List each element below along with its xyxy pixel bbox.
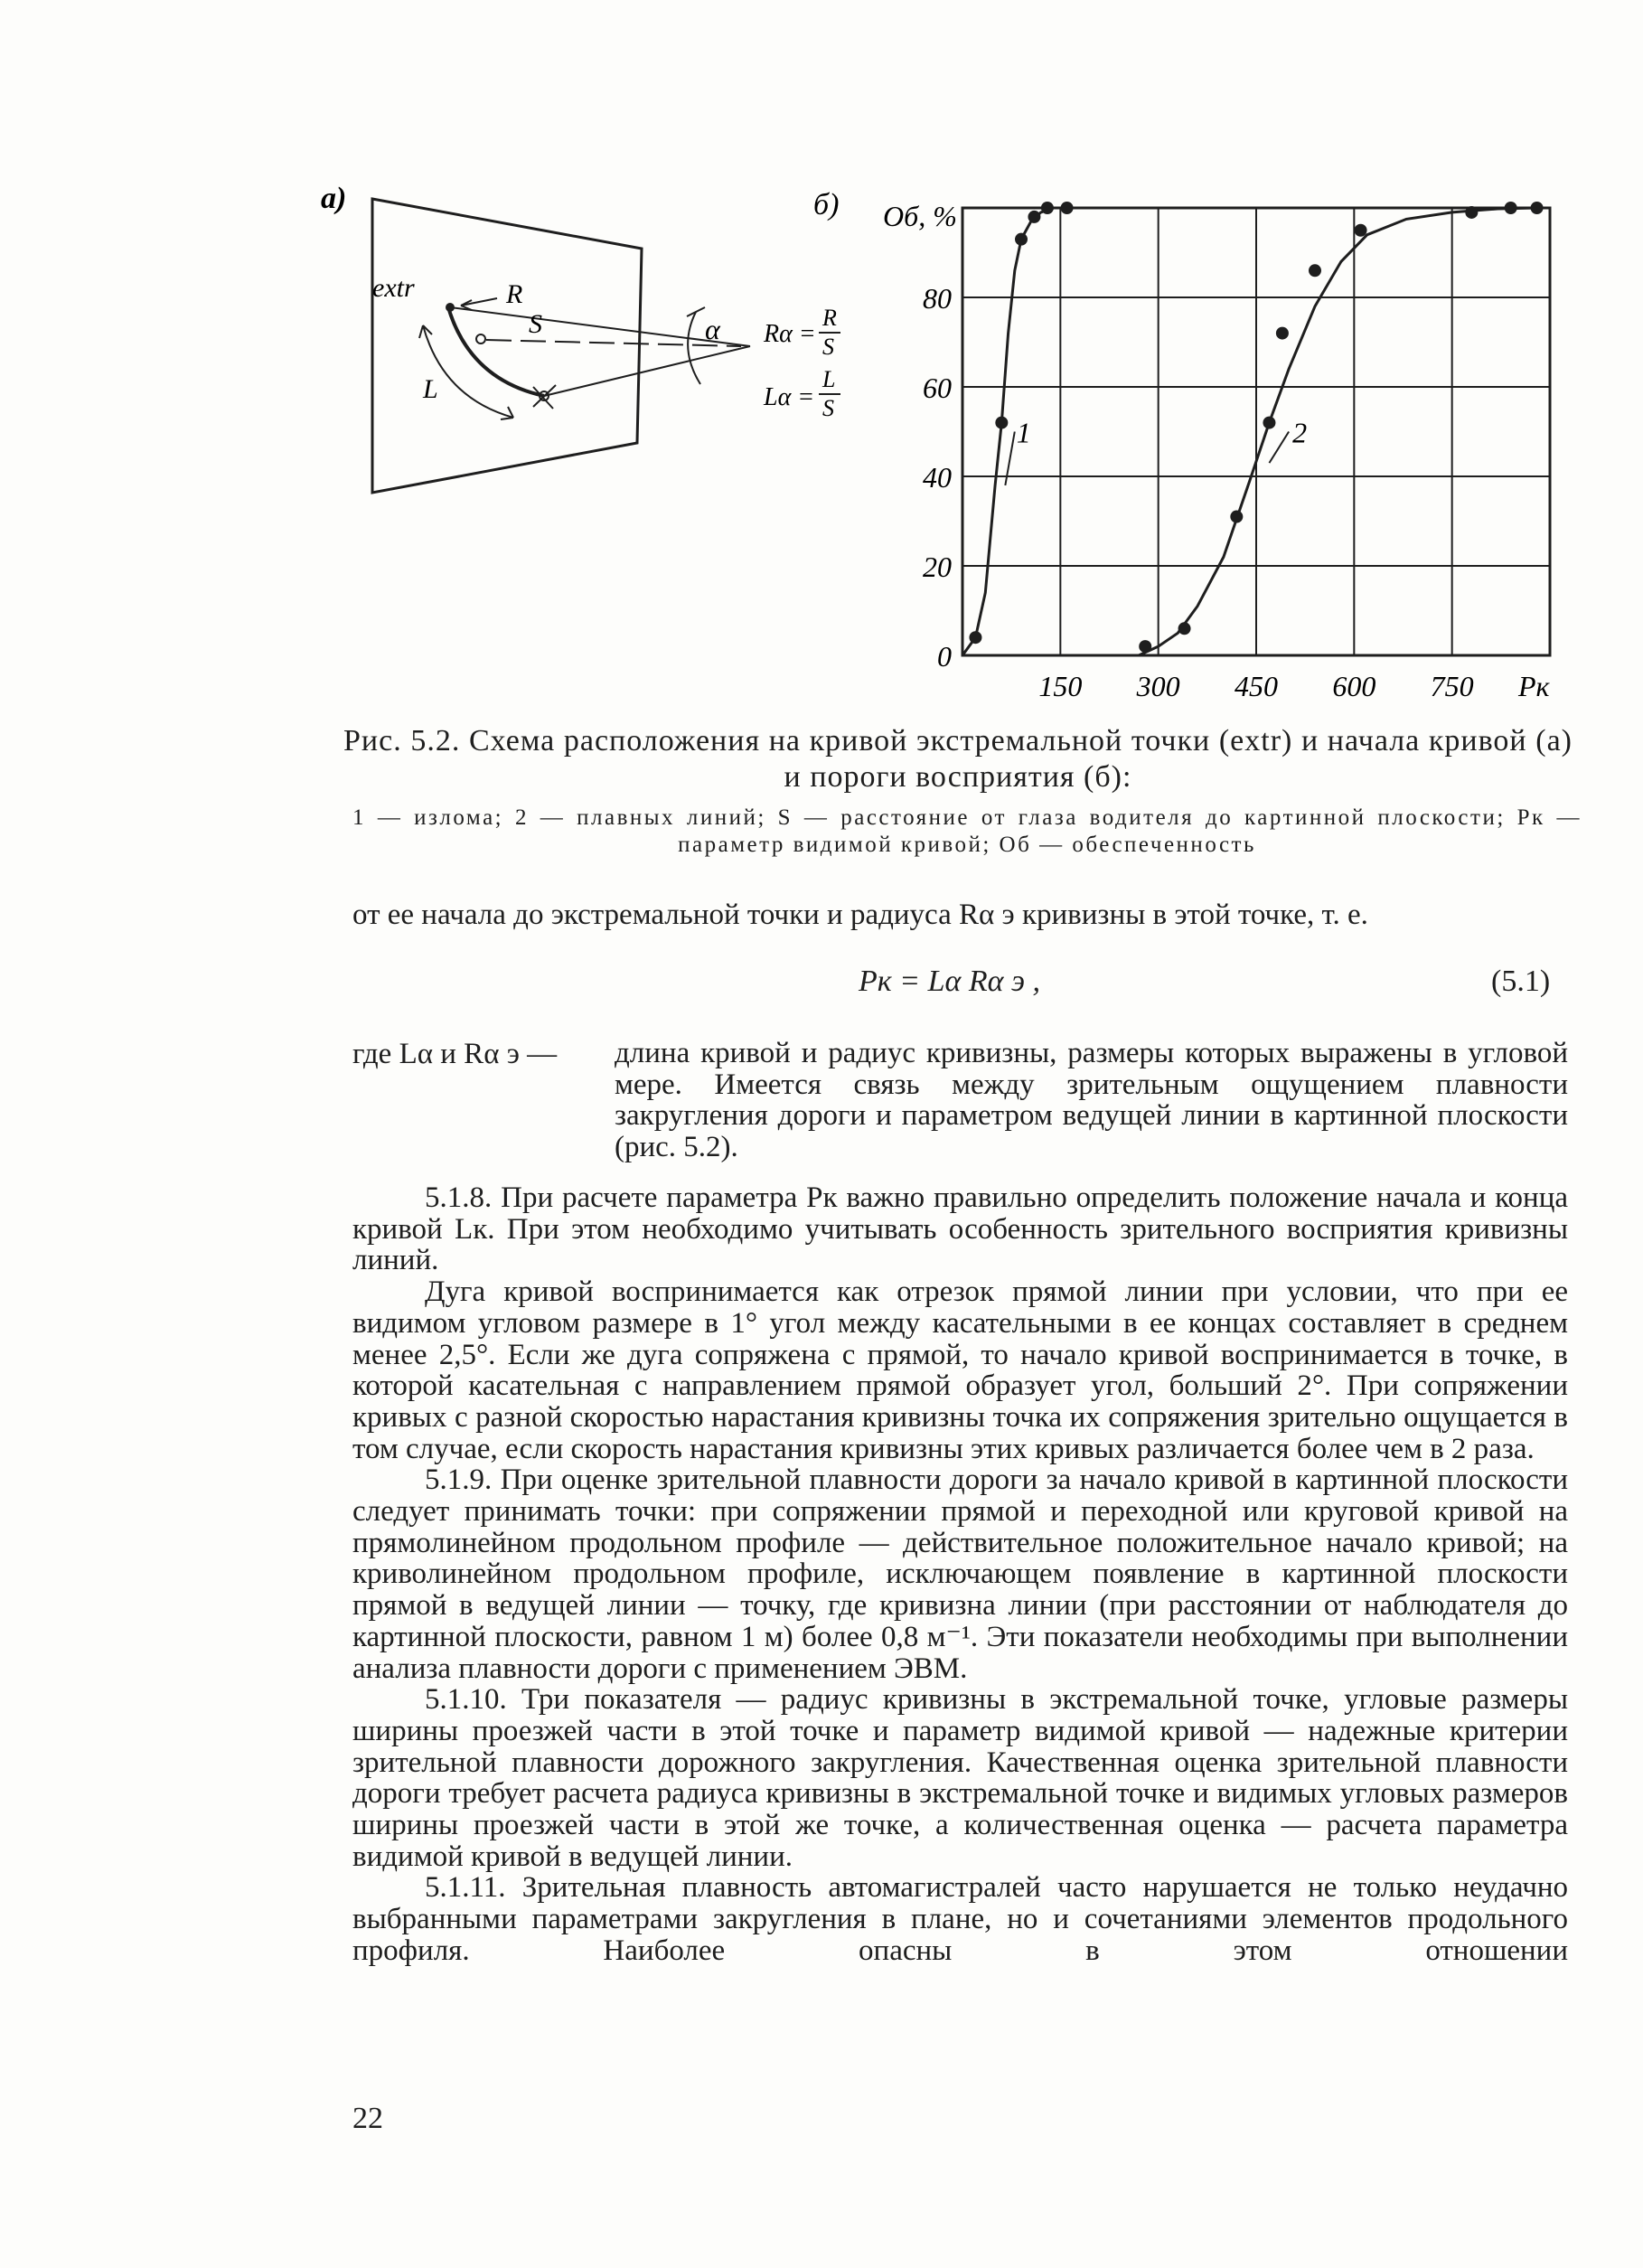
- x-tick-label: 450: [1235, 670, 1278, 702]
- series-line-1: [962, 208, 1067, 655]
- figure-b-chart: [813, 176, 1591, 710]
- alpha-tick: [687, 307, 705, 316]
- y-axis-label: Об, %: [883, 200, 957, 232]
- figure-caption: Рис. 5.2. Схема расположения на кривой экстремальной точки (extr) и начала кривой (а) и пороги восприятия (б):: [343, 724, 1573, 794]
- figure-legend: 1 — излома; 2 — плавных линий; S — расстояние от глаза водителя до картинной плоскости; Pк — параметр видимой кривой; Об — обеспеченность: [352, 805, 1582, 857]
- series-1-label: 1: [1016, 416, 1031, 449]
- data-point-series-2: [1263, 417, 1275, 429]
- data-point-series-1: [995, 417, 1008, 429]
- paragraph-5-1-10: 5.1.10. Три показателя — радиус кривизны в экстремальной точке, угловые размеры ширины проезжей части в этой точке и параметр видимой кривой — надежные критерии зрительной плавности дорожного закругления. Качественная оценка зрительной плавности дороги требует расчета радиуса кривизны в экстремальной точке и видимых угловых размеров ширины проезжей части в этой же точке, а количественная оценка — расчета параметра видимой кривой в ведущей линии.: [352, 1683, 1568, 1873]
- formula-r-lhs: Rα =: [764, 320, 816, 348]
- label-alpha: α: [705, 313, 720, 345]
- paragraph-5-1-8: 5.1.8. При расчете параметра Pк важно правильно определить положение начала и конца кривой Lк. При этом необходимо учитывать особенность зрительного восприятия кривизны линий.: [352, 1181, 1568, 1277]
- formula-5-1: Pк = Lα Rα э ,: [859, 965, 1040, 998]
- eye-projection-point: [476, 334, 485, 343]
- x-tick-label: 150: [1038, 670, 1083, 702]
- y-tick-label: 0: [937, 640, 952, 673]
- data-point-series-2: [1531, 202, 1544, 214]
- figure-b-panel-label: б): [813, 188, 840, 221]
- data-point-series-2: [1139, 640, 1151, 653]
- formula-l-num: L: [822, 366, 836, 392]
- alpha-arc: [688, 312, 700, 384]
- formula-r-den: S: [822, 334, 834, 360]
- data-point-series-2: [1230, 511, 1243, 523]
- formula-l-den: S: [822, 395, 834, 421]
- intro-paragraph: [352, 899, 1568, 931]
- y-tick-label: 60: [923, 372, 952, 404]
- label-l: L: [423, 374, 438, 404]
- series-2-leader: [1269, 432, 1289, 464]
- page-number: 22: [352, 2102, 383, 2135]
- series-line-2: [1139, 208, 1537, 655]
- where-label: где Lα и Rα э —: [352, 1038, 558, 1070]
- data-point-series-1: [1028, 211, 1040, 223]
- label-extr: extr: [372, 273, 415, 303]
- sight-line-start: [544, 346, 750, 396]
- formula-r-num: R: [822, 305, 837, 331]
- label-r: R: [506, 279, 523, 309]
- y-tick-label: 80: [923, 282, 952, 315]
- y-tick-label: 20: [923, 551, 952, 583]
- data-point-series-1: [969, 631, 981, 644]
- data-point-series-1: [1041, 202, 1054, 214]
- paragraph-5-1-9: 5.1.9. При оценке зрительной плавности дороги за начало кривой в картинной плоскости следует принимать точки: при сопряжении прямой и переходной или круговой кривой на прямолинейном продольном профиле — действительное положительное начало кривой; на криволинейном продольном профиле, исключающем появление в картинной плоскости прямой в ведущей линии — точку, где кривизна линии (при расстоянии от наблюдателя до картинной плоскости, равном 1 м) более 0,8 м⁻¹. Эти показатели необходимы при выполнении анализа плавности дороги с применением ЭВМ.: [352, 1463, 1568, 1685]
- paragraph-5-1-11: 5.1.11. Зрительная плавность автомагистралей часто нарушается не только неудачно выбранными параметрами закругления в плане, но и сочетаниями элементов продольного профиля. Наиболее опасны в этом отношении: [352, 1871, 1568, 1967]
- where-paragraph: [615, 1038, 1568, 1163]
- data-point-series-2: [1309, 264, 1321, 277]
- intro-text: от ее начала до экстремальной точки и радиуса Rα э кривизны в этой точке, т. е.: [352, 899, 1368, 931]
- l-arrow-head-bottom: [501, 407, 513, 419]
- picture-plane-frame: [372, 199, 642, 493]
- where-text: длина кривой и радиус кривизны, размеры которых выражены в угловой мере. Имеется связь между зрительным ощущением плавности закругления дороги и параметром ведущей линии в картинной плоскости (рис. 5.2).: [615, 1037, 1568, 1164]
- figure-a-diagram: [316, 181, 850, 524]
- data-point-series-2: [1505, 202, 1517, 214]
- data-point-series-1: [1015, 233, 1028, 246]
- x-tick-label: 300: [1136, 670, 1180, 702]
- data-point-series-1: [1061, 202, 1074, 214]
- formula-l-lhs: Lα =: [764, 383, 815, 411]
- chart-plot-area: [883, 200, 1551, 702]
- body-text: [352, 1182, 1568, 1967]
- curve-start-cross: [533, 385, 556, 409]
- series-2-label: 2: [1292, 416, 1308, 449]
- figure-a-panel-label: а): [321, 182, 347, 215]
- data-point-series-2: [1276, 327, 1289, 340]
- data-point-series-2: [1178, 622, 1191, 635]
- y-tick-label: 40: [923, 461, 952, 494]
- x-tick-label: 750: [1430, 670, 1474, 702]
- label-s: S: [529, 309, 542, 339]
- data-point-series-2: [1465, 206, 1478, 219]
- data-point-series-2: [1355, 224, 1367, 237]
- formula-number: (5.1): [1491, 965, 1551, 998]
- x-axis-label: Pк: [1518, 670, 1550, 702]
- paragraph-arc: Дуга кривой воспринимается как отрезок прямой линии при условии, что при ее видимом угловом размере в 1° угол между касательными в ее концах составляет в среднем менее 2,5°. Если же дуга сопряжена с прямой, то начало кривой воспринимается в точке, в которой касательная с направлением прямой образует угол, больший 2°. При сопряжении кривых с разной скоростью нарастания кривизны точка их сопряжения зрительно ощущается в том случае, если скорость нарастания кривизны этих кривых различается более чем в 2 раза.: [352, 1275, 1568, 1465]
- x-tick-label: 600: [1332, 670, 1376, 702]
